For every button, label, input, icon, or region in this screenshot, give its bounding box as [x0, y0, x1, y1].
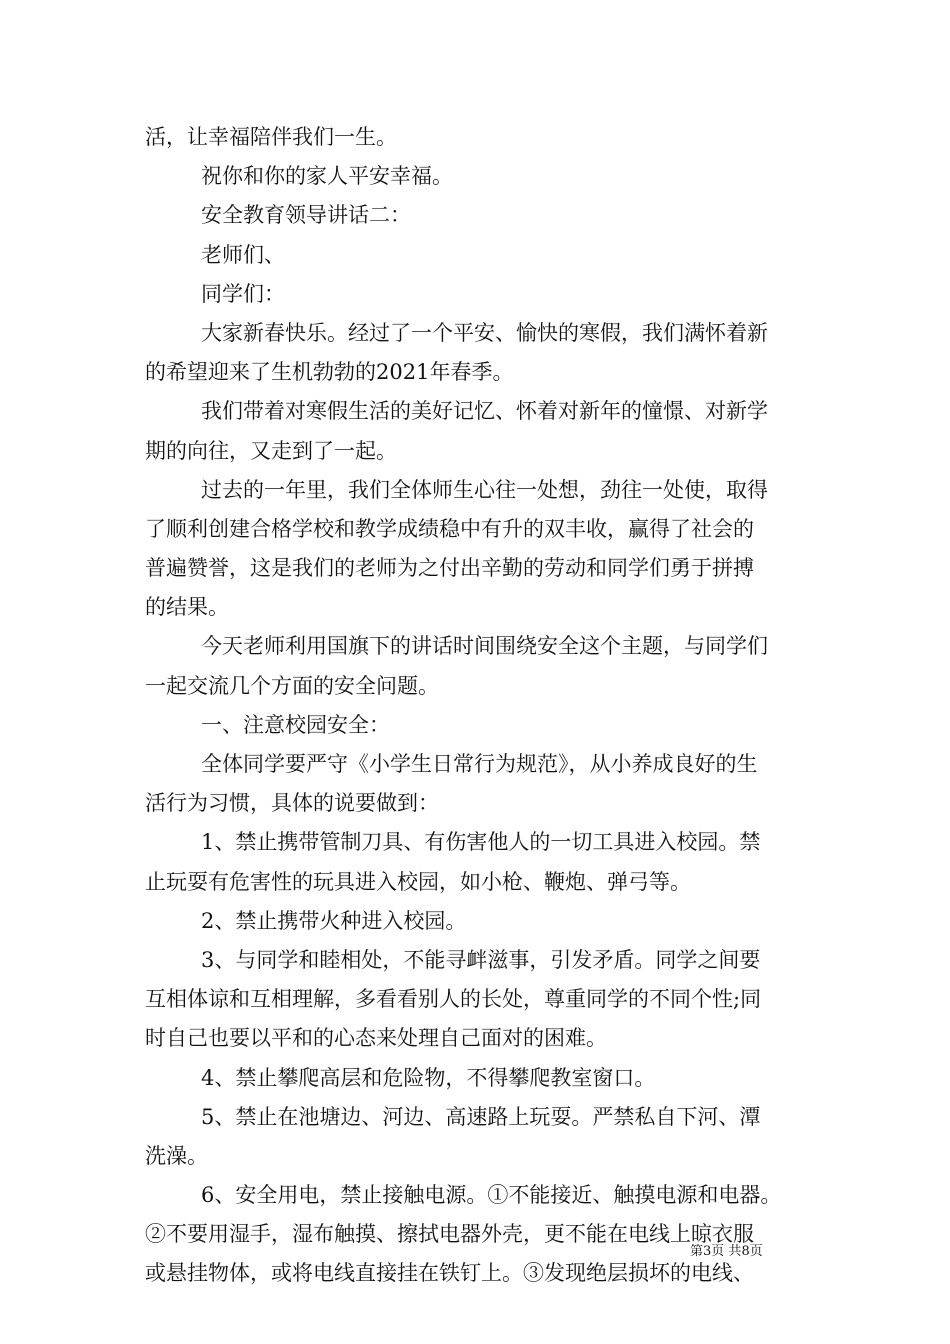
text-line: 洗澡。 — [145, 1143, 208, 1168]
text-line: 我们带着对寒假生活的美好记忆、怀着对新年的憧憬、对新学 — [201, 399, 768, 424]
text-line: 了顺利创建合格学校和教学成绩稳中有升的双丰收，赢得了社会的 — [145, 516, 754, 541]
footer-current-page: 3 — [703, 1244, 712, 1259]
text-line: 互相体谅和互相理解，多看看别人的长处，尊重同学的不同个性;同 — [145, 987, 762, 1012]
text-line: 一、注意校园安全： — [201, 712, 390, 737]
text-line: 止玩耍有危害性的玩具进入校园，如小枪、鞭炮、弹弓等。 — [145, 869, 691, 894]
text-line: 安全教育领导讲话二： — [201, 203, 411, 228]
document-body — [145, 118, 815, 1294]
text-line: 6、安全用电，禁止接触电源。①不能接近、触摸电源和电器。 — [201, 1183, 782, 1208]
text-line: 或悬挂物体，或将电线直接挂在铁钉上。③发现绝层损坏的电线、 — [145, 1261, 754, 1286]
text-line: 的结果。 — [145, 595, 229, 620]
text-line: 2、禁止携带火种进入校园。 — [201, 908, 467, 933]
text-line: 祝你和你的家人平安幸福。 — [201, 164, 453, 189]
text-line: 大家新春快乐。经过了一个平安、愉快的寒假，我们满怀着新 — [201, 320, 768, 345]
text-line: 全体同学要严守《小学生日常行为规范》，从小养成良好的生 — [201, 752, 758, 776]
text-line: 期的向往，又走到了一起。 — [145, 438, 397, 463]
text-line: 5、禁止在池塘边、河边、高速路上玩耍。严禁私自下河、潭 — [201, 1104, 761, 1129]
footer-middle: 页 共 — [711, 1244, 742, 1259]
text-line: 一起交流几个方面的安全问题。 — [145, 673, 439, 698]
footer-total-pages: 8 — [741, 1244, 750, 1259]
text-line: 4、禁止攀爬高层和危险物，不得攀爬教室窗口。 — [201, 1065, 656, 1090]
text-line: 时自己也要以平和的心态来处理自己面对的困难。 — [145, 1026, 607, 1051]
text-line: ②不要用湿手，湿布触摸、擦拭电器外壳，更不能在电线上晾衣服 — [145, 1222, 754, 1247]
footer-prefix: 第 — [690, 1244, 704, 1259]
text-line: 1、禁止携带管制刀具、有伤害他人的一切工具进入校园。禁 — [201, 830, 761, 855]
text-line: 3、与同学和睦相处，不能寻衅滋事，引发矛盾。同学之间要 — [201, 947, 761, 972]
text-line: 老师们、 — [201, 242, 285, 267]
text-line: 普遍赞誉，这是我们的老师为之付出辛勤的劳动和同学们勇于拼搏 — [145, 556, 754, 581]
footer-suffix: 页 — [749, 1244, 763, 1259]
text-line: 的希望迎来了生机勃勃的2021年春季。 — [145, 360, 514, 385]
text-line: 同学们： — [201, 281, 285, 306]
text-line: 过去的一年里，我们全体师生心往一处想，劲往一处使，取得 — [201, 477, 768, 502]
page-footer — [690, 1244, 890, 1260]
text-line: 活行为习惯，具体的说要做到： — [145, 791, 439, 816]
text-line: 今天老师利用国旗下的讲话时间围绕安全这个主题，与同学们 — [201, 634, 768, 659]
text-line: 活，让幸福陪伴我们一生。 — [145, 125, 397, 149]
